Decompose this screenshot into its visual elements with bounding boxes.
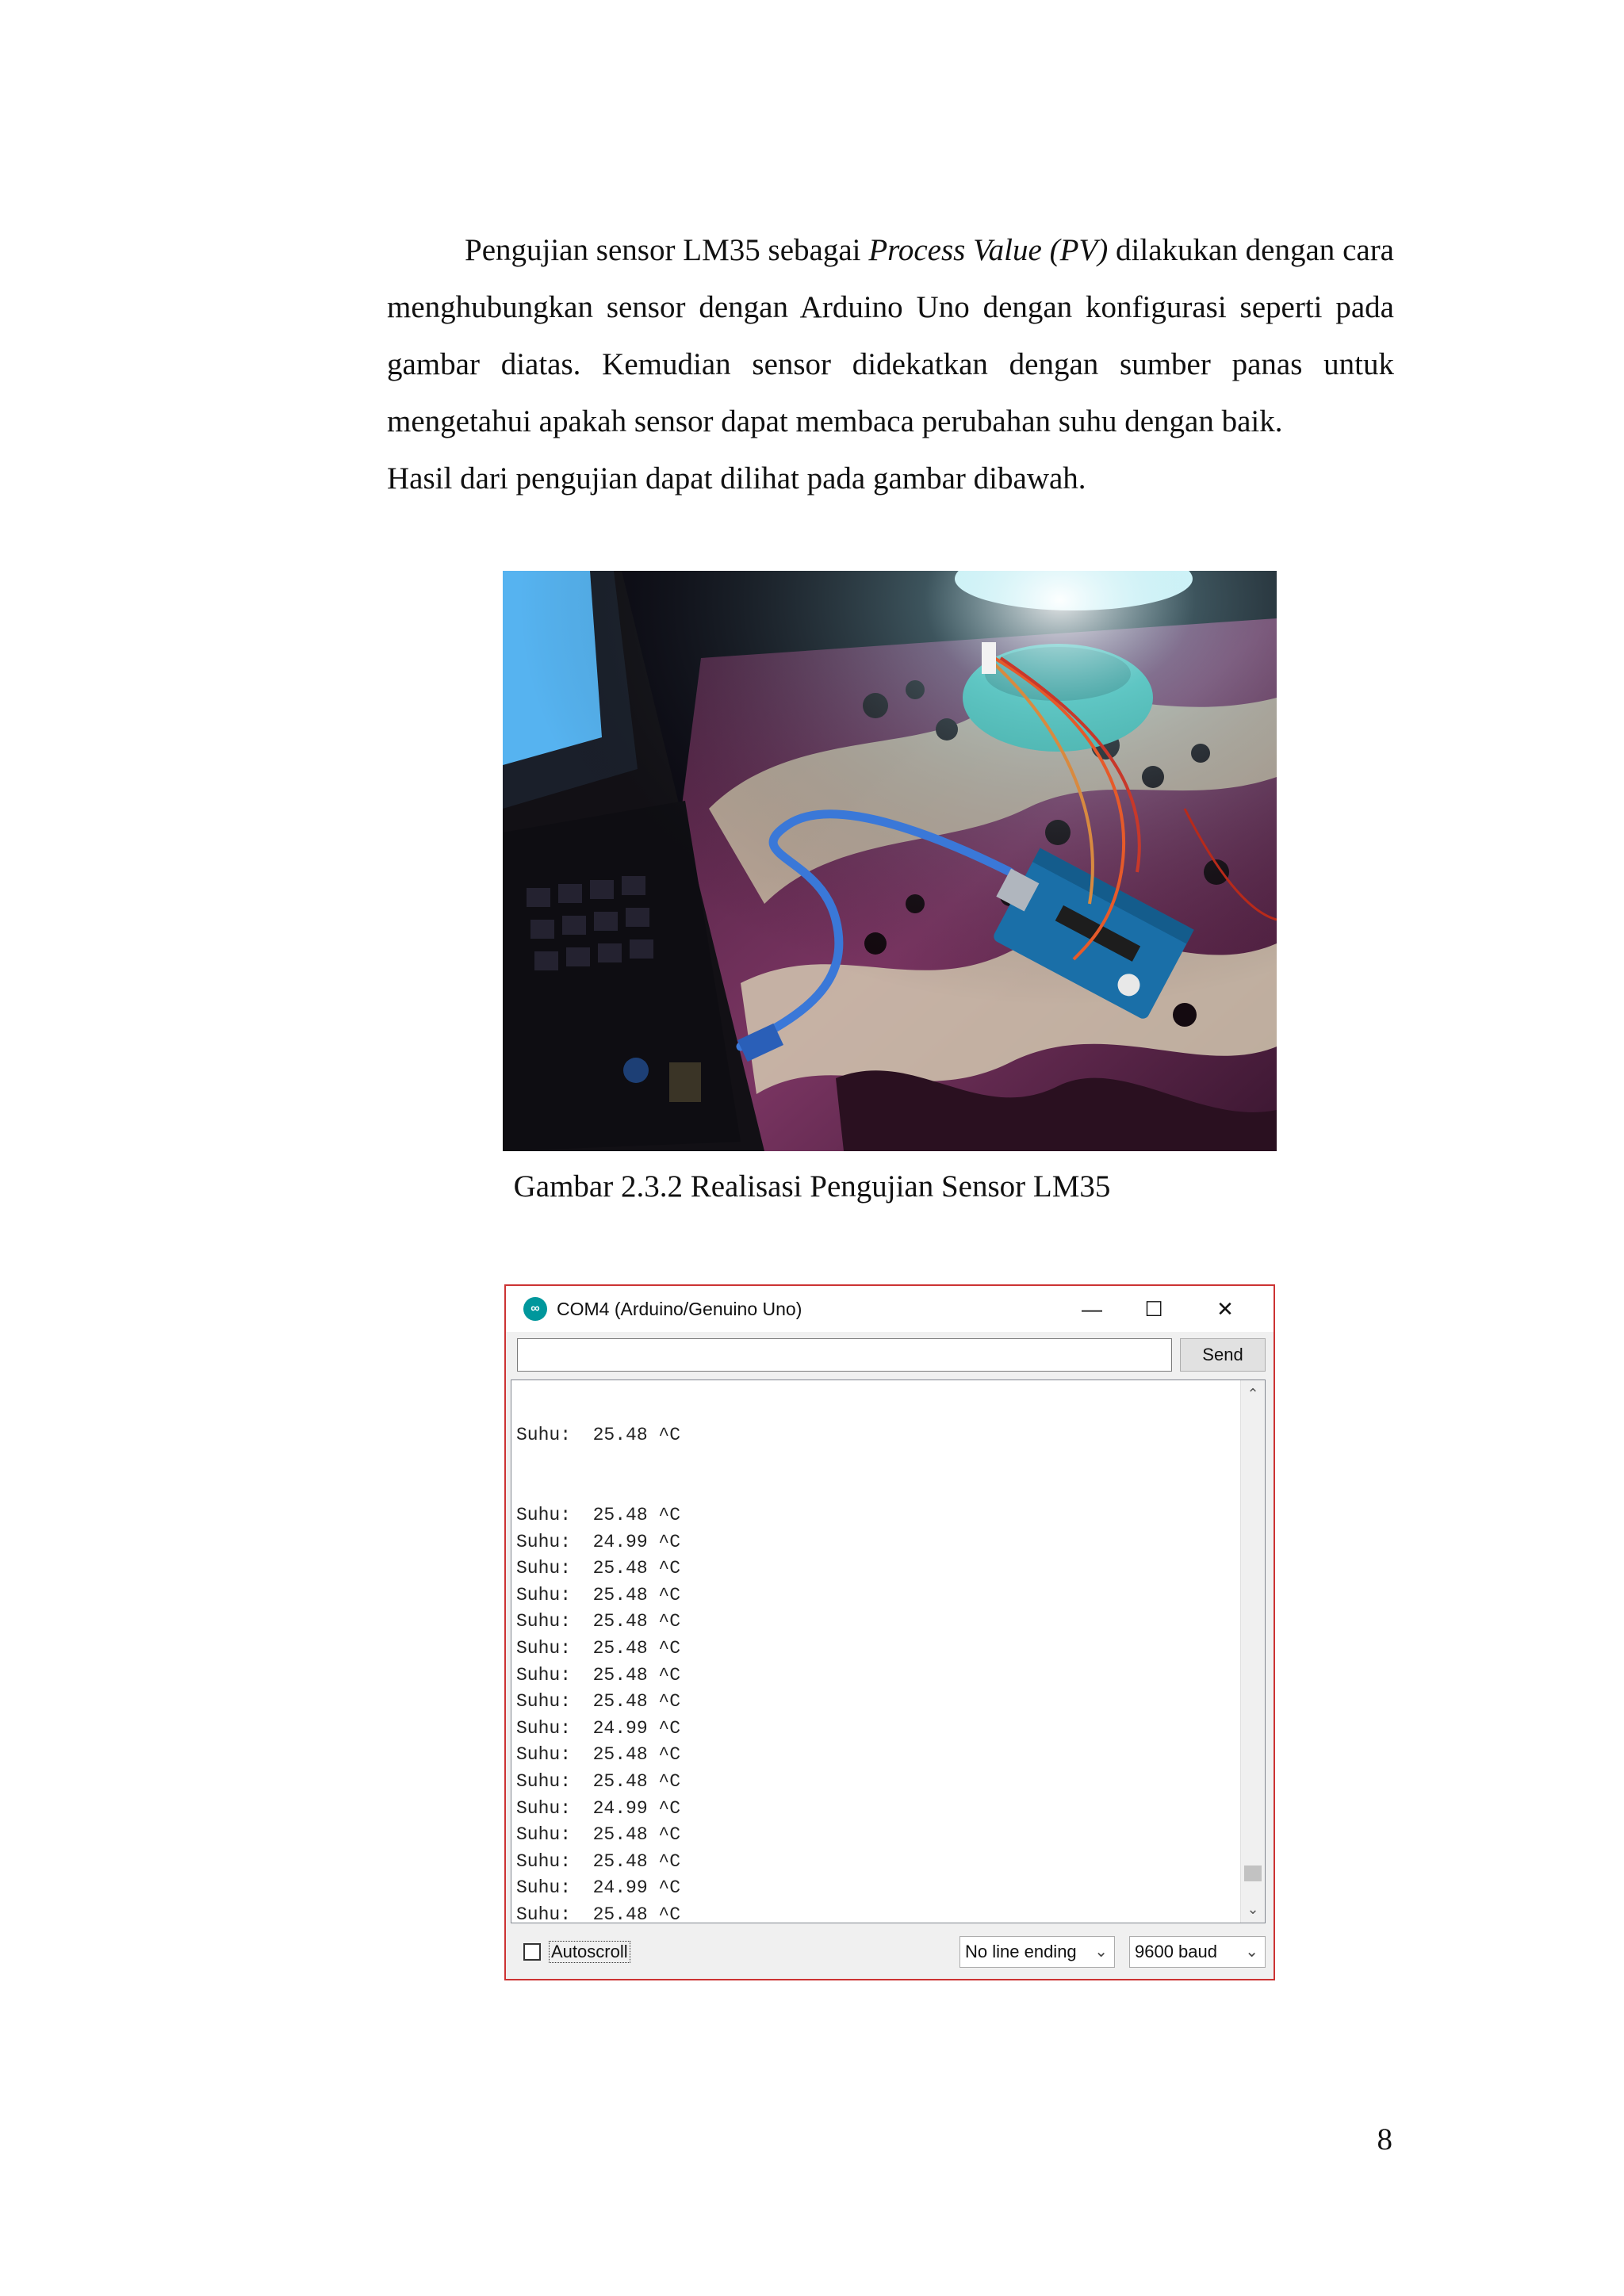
serial-line: Suhu: 24.99 ^C [516, 1797, 681, 1819]
italic-term: Process Value (PV) [868, 233, 1109, 267]
paragraph-last-line: Hasil dari pengujian dapat dilihat pada gambar dibawah. [387, 461, 1086, 496]
setup-photo-illustration [503, 571, 1277, 1151]
serial-line: Suhu: 25.48 ^C [516, 1850, 681, 1872]
serial-line: Suhu: 25.48 ^C [516, 1904, 681, 1923]
scroll-down-icon[interactable]: ⌄ [1247, 1900, 1259, 1917]
serial-line: Suhu: 25.48 ^C [516, 1558, 681, 1579]
serial-output-lines [516, 1380, 680, 1923]
send-button[interactable]: Send [1180, 1338, 1266, 1372]
vertical-scrollbar[interactable] [1240, 1380, 1265, 1923]
send-row [517, 1338, 1266, 1373]
autoscroll-toggle[interactable] [523, 1941, 630, 1963]
serial-line: Suhu: 24.99 ^C [516, 1531, 681, 1552]
serial-line: Suhu: 25.48 ^C [516, 1824, 681, 1846]
serial-send-input[interactable] [517, 1338, 1172, 1372]
page-number: 8 [1377, 2122, 1392, 2156]
title-bar[interactable] [506, 1286, 1274, 1332]
serial-output[interactable] [511, 1380, 1266, 1923]
serial-line: Suhu: 25.48 ^C [516, 1584, 681, 1605]
maximize-button[interactable]: ☐ [1144, 1296, 1163, 1321]
serial-monitor-window [504, 1284, 1275, 1980]
serial-line: Suhu: 25.48 ^C [516, 1637, 681, 1659]
baud-rate-value: 9600 baud [1135, 1942, 1217, 1961]
close-button[interactable]: ✕ [1216, 1296, 1234, 1321]
line-ending-select[interactable] [959, 1936, 1115, 1968]
serial-line: Suhu: 25.48 ^C [516, 1664, 681, 1686]
baud-rate-select[interactable] [1129, 1936, 1266, 1968]
window-title: COM4 (Arduino/Genuino Uno) [557, 1298, 802, 1319]
figure-caption: Gambar 2.3.2 Realisasi Pengujian Sensor LM35 [513, 1169, 1111, 1203]
serial-line-partial: Suhu: 25.48 ^C [516, 1425, 681, 1446]
serial-line: Suhu: 25.48 ^C [516, 1770, 681, 1792]
scrollbar-thumb[interactable] [1244, 1866, 1262, 1881]
setup-photo [503, 571, 1277, 1151]
chevron-down-icon: ⌄ [1094, 1943, 1108, 1961]
serial-line: Suhu: 25.48 ^C [516, 1744, 681, 1766]
minimize-button[interactable]: — [1082, 1296, 1102, 1321]
status-bar [506, 1927, 1274, 1979]
body-paragraph [387, 222, 1394, 507]
line-ending-value: No line ending [965, 1942, 1077, 1961]
serial-line: Suhu: 25.48 ^C [516, 1611, 681, 1632]
serial-line: Suhu: 24.99 ^C [516, 1717, 681, 1739]
serial-line: Suhu: 24.99 ^C [516, 1877, 681, 1899]
autoscroll-checkbox[interactable] [523, 1943, 541, 1961]
scroll-up-icon[interactable]: ⌃ [1247, 1385, 1259, 1402]
serial-line: Suhu: 25.48 ^C [516, 1691, 681, 1712]
arduino-icon: ∞ [523, 1297, 547, 1321]
autoscroll-label[interactable]: Autoscroll [549, 1941, 630, 1963]
serial-line: Suhu: 25.48 ^C [516, 1504, 681, 1525]
paragraph-text: Pengujian sensor LM35 sebagai Process Value (PV) dilakukan dengan cara menghubungkan sensor dengan Arduino Uno dengan konfigurasi seperti pada gambar diatas. Kemudian sensor didekatkan dengan sumber panas untuk mengetahui apakah sensor dapat membaca perubahan suhu dengan baik. [387, 233, 1394, 438]
chevron-down-icon: ⌄ [1245, 1943, 1258, 1961]
